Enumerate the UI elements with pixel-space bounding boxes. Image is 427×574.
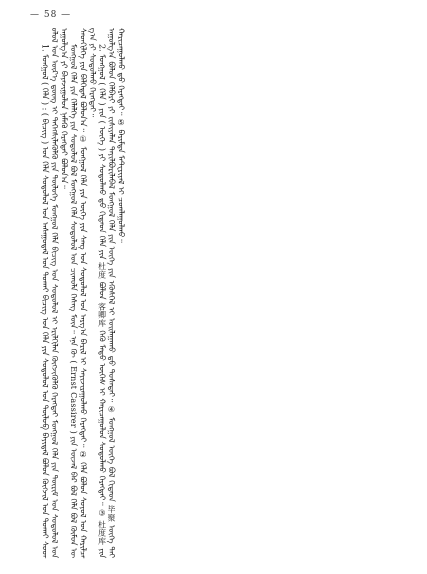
page-number: — 58 — [30, 10, 72, 20]
paragraph-2: ᠮᠣᠩᠭᠣᠯ ᠬᠡᠯᠡ ᠶᠢᠨ ᠬᠡᠯᠡᠯᠭᠡ ᠶᠢᠨ ᠰᠤᠳᠤᠯᠤᠯ ᠪᠣᠯ ᠮᠣᠩᠭᠣᠯ ᠬᠡᠯᠡ ᠰᠤᠳᠤᠯᠤᠯ ᠤᠨ ᠴᠢᠬᠤᠯᠠ ᠬᠡᠰᠡᠭ ᠮᠥᠨ᠃ ᠡᠨᠡ ᠬᠦ ( Ernst Cassirer ) ᠶᠢᠨ ᠦᠵᠡᠯ ᠪᠠᠷ ᠪᠣᠯ ᠬᠡᠯᠡ ᠪᠣᠯ ᠬᠦᠮᠦᠨ ᠦ ᠰᠡᠳᠬᠢᠯᠭᠡ ᠶᠢᠨ ᠪᠡᠯᠭᠡᠳᠡᠯ ᠪᠣᠯᠤᠨ᠎ᠠ᠃ ① ᠮᠣᠩᠭᠣᠯ ᠬᠡᠯᠡ ᠶᠢᠨ ᠦᠭᠡ ᠶᠢᠨ ᠰᠠᠩ ᠤᠨ ᠰᠤᠳᠤᠯᠤᠯ ᠤᠨ ᠠᠷᠭ᠎ᠠ ᠪᠠᠷᠢᠯ ᠢ ᠰᠠᠶᠢᠵᠢᠷᠠᠭᠤᠯᠬᠤ ᠬᠡᠷᠡᠭᠲᠡᠢ᠃ ② ᠬᠡᠯᠡ ᠪᠣᠯᠤᠨ ᠰᠣᠶᠣᠯ ᠤᠨ ᠬᠠᠷᠢᠯᠴᠠᠭ᠎ᠠ ᠶᠢ ᠰᠤᠳᠤᠯᠬᠤ ᠬᠡᠷᠡᠭᠲᠡᠢ᠃ [69, 28, 97, 558]
paragraph-1: 1. ᠮᠣᠩᠭᠣᠯ ( ᠬᠡᠯᠡ ) : ( ᠪᠢᠴᠢᠭ ) ᠤᠨ ᠬᠡᠯᠡ ᠰᠤᠳᠤᠯᠤᠯ ᠤᠨ ᠠᠰᠠᠭᠤᠳᠠᠯ ᠤᠨ ᠲᠤᠬᠠᠢ ᠪᠢᠴᠢᠭ ᠤᠨ ᠬᠡᠯᠡ ᠶᠢᠨ ᠰᠤᠳᠤᠯᠤᠯ ᠤᠨ ᠲᠦᠯᠦᠪ ᠪᠠᠶᠢᠳᠠᠯ ᠪᠣᠯᠤᠨ ᠬᠥᠭᠵᠢᠯ ᠤᠨ ᠲᠤᠬᠠᠢ ᠰᠤᠳᠤᠯᠤᠯ ᠤᠨ ᠦᠷ᠎ᠡ ᠳ᠋ᠦᠩ ᠢ ᠳᠡᠭᠡᠭᠰᠢᠯᠡᠭᠦᠯᠬᠦ ᠶᠢᠨ ᠲᠥᠯᠦᠭᠡ ᠮᠣᠩᠭᠣᠯ ᠬᠡᠯᠡ ᠪᠢᠴᠢᠭ ᠤᠨ ᠰᠤᠳᠤᠯᠤᠯ ᠢ ᠡᠷᠢᠯᠬᠢᠯᠡᠨ ᠬᠥᠭᠵᠢᠭᠦᠯᠬᠦ ᠬᠡᠷᠡᠭᠲᠡᠢ ᠮᠣᠩᠭᠣᠯ ᠬᠡᠯᠡ ᠶᠢᠨ ᠳᠦᠷᠢᠮ ᠤᠨ ᠰᠤᠳᠤᠯᠤᠯ ᠤᠨ ᠠᠭᠤᠯᠭ᠎ᠠ ᠶᠢ ᠪᠠᠶᠠᠵᠢᠭᠤᠯᠤᠨ ᠨᠡᠮᠡᠬᠦ ᠬᠡᠷᠡᠭᠲᠡᠢ ᠪᠣᠯᠤᠨ᠎ᠠ᠃ [40, 28, 69, 558]
document-body [40, 28, 412, 558]
paragraph-3: 2. ᠮᠣᠩᠭᠣᠯ ( ᠬᠡᠯᠡ ) ᠶᠢᠨ ( ᠦᠭᠡ ) ᠶᠢ ᠰᠤᠳᠤᠯᠬᠤ ᠳ᠋ᠤ᠌ ᠬᠢᠲᠠᠳ ᠬᠡᠯᠡ ᠶᠢᠨ 杜度 ᠪᠣᠯᠤᠨ 客卿库 ᠭᠡᠬᠦ ᠮᠡᠲᠦ ᠦᠭᠡᠰ ᠢ ᠬᠠᠷᠢᠴᠠᠭᠤᠯᠤᠨ ᠰᠤᠳᠤᠯᠬᠤ ᠬᠡᠷᠡᠭᠲᠡᠢ᠃ ③ 杜度库 ᠶᠢᠨ ᠠᠭᠤᠯᠭ᠎ᠠ ᠪᠣᠯᠤᠨ ᠬᠡᠯᠪᠡᠷᠢ ᠶᠢ ᠵᠢᠱᠢᠶᠡᠯᠡᠨ ᠲᠠᠶᠢᠯᠪᠤᠷᠢᠯᠠᠪᠠᠯ ᠮᠣᠩᠭᠣᠯ ᠬᠡᠯᠡ ᠶᠢᠨ ᠦᠭᠡ ᠶᠢᠨ ᠡᠭᠦᠰᠬᠡᠯ ᠢ ᠣᠢᠯᠠᠭᠠᠬᠤ ᠳ᠋ᠤ᠌ ᠲᠤᠰᠠᠲᠠᠢ᠃ ④ ᠮᠣᠩᠭᠣᠯ ᠦᠭᠡ ᠪᠣᠯ ᠬᠢᠲᠠᠳ 毕聚 ᠦᠭᠡ ᠲᠡᠢ ᠬᠠᠷᠢᠴᠠᠭᠤᠯᠬᠤ ᠳ᠋ᠤ᠌ ᠬᠡᠷᠡᠭᠲᠡᠢ᠃ ⑤ ᠪᠠᠷᠢᠮᠲᠠ ᠮᠠᠲ᠋ᠧᠷᠢᠶᠠᠯ ᠢ ᠴᠤᠭᠯᠠᠭᠤᠯᠬᠤ᠃ [97, 28, 126, 558]
